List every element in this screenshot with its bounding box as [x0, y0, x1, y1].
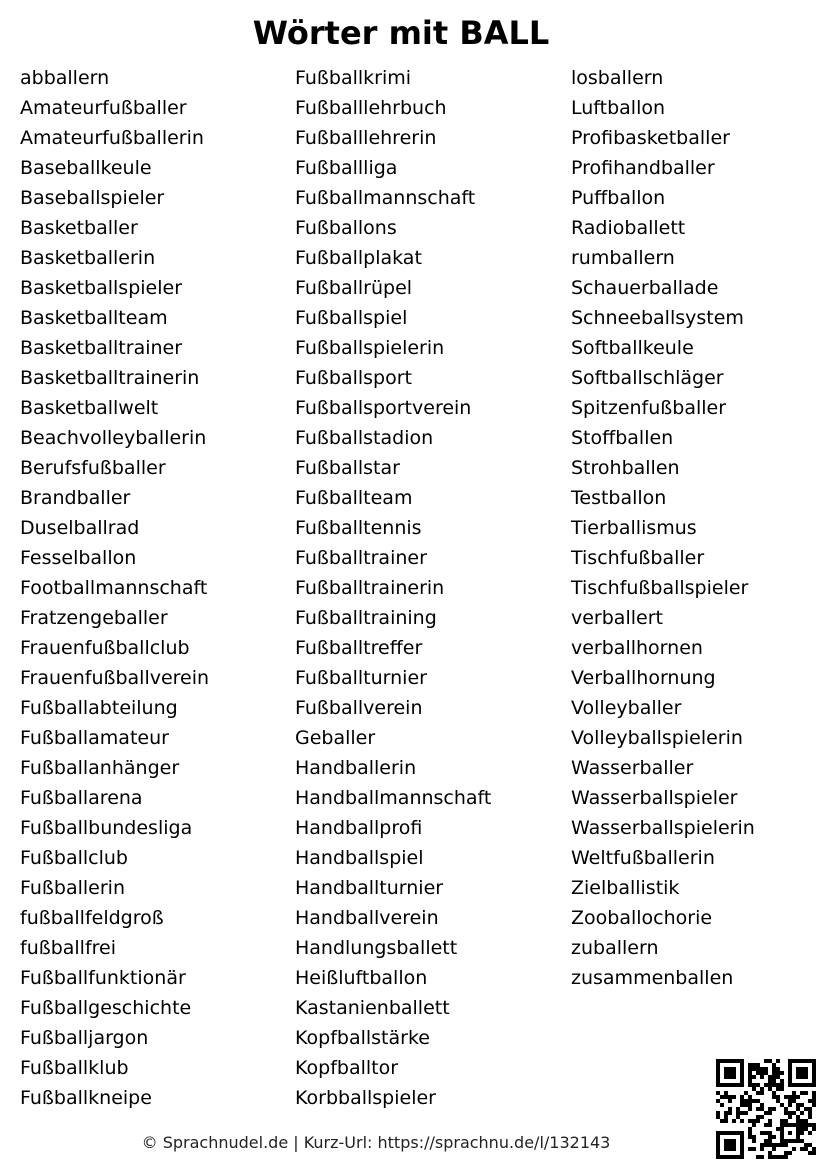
word-list-item: Tierballismus — [571, 517, 697, 539]
word-list-item: Fußballbundesliga — [20, 817, 193, 839]
word-list-item: Fußballjargon — [20, 1027, 149, 1049]
word-list-item: Fußballanhänger — [20, 757, 180, 779]
word-list-item: Handballturnier — [295, 877, 444, 899]
word-list-item: Fußballtraining — [295, 607, 437, 629]
word-list-item: Strohballen — [571, 457, 680, 479]
word-list-item: Frauenfußballverein — [20, 667, 210, 689]
word-list-item: Fußballstadion — [295, 427, 434, 449]
word-list-item: zuballern — [571, 937, 659, 959]
word-list-item: Stoffballen — [571, 427, 674, 449]
word-list-item: Fußballclub — [20, 847, 128, 869]
word-list-item: Fußballamateur — [20, 727, 169, 749]
word-list-item: Luftballon — [571, 97, 666, 119]
word-list-item: Handballverein — [295, 907, 439, 929]
word-list-item: abballern — [20, 67, 110, 89]
word-list-item: zusammenballen — [571, 967, 734, 989]
word-list-item: Verballhornung — [571, 667, 716, 689]
word-list-item: Amateurfußballerin — [20, 127, 204, 149]
word-list-item: Fußballlehrerin — [295, 127, 437, 149]
word-list-item: Kastanienballett — [295, 997, 450, 1019]
word-list-item: fußballfeldgroß — [20, 907, 164, 929]
word-list-item: Radioballett — [571, 217, 686, 239]
word-list-item: Basketballtrainerin — [20, 367, 200, 389]
word-list-item: Wasserballer — [571, 757, 694, 779]
word-list-item: rumballern — [571, 247, 675, 269]
word-list-item: Fußballkrimi — [295, 67, 412, 89]
word-list-item: Geballer — [295, 727, 376, 749]
word-list-item: Fußballstar — [295, 457, 400, 479]
word-list-item: Amateurfußballer — [20, 97, 187, 119]
word-list-item: Kopfballstärke — [295, 1027, 430, 1049]
word-list-item: Basketballteam — [20, 307, 168, 329]
word-list-item: Volleyballspielerin — [571, 727, 743, 749]
word-list-item: Tischfußballer — [571, 547, 705, 569]
word-list-item: Zielballistik — [571, 877, 680, 899]
word-list-item: verballhornen — [571, 637, 703, 659]
qr-code-icon[interactable] — [716, 1059, 816, 1159]
word-list-item: Fußballtennis — [295, 517, 422, 539]
word-list-item: Softballkeule — [571, 337, 694, 359]
word-column-2 — [295, 63, 491, 1113]
word-list-item: Frauenfußballclub — [20, 637, 190, 659]
word-list-item: Testballon — [571, 487, 667, 509]
word-list-item: fußballfrei — [20, 937, 117, 959]
word-list-item: Fußballverein — [295, 697, 423, 719]
word-list-item: Basketballspieler — [20, 277, 183, 299]
word-list-item: Fußballspielerin — [295, 337, 445, 359]
page-title: Wörter mit BALL — [252, 14, 550, 52]
word-list-item: Footballmannschaft — [20, 577, 208, 599]
word-list-item: Fußballrüpel — [295, 277, 413, 299]
word-list-item: Kopfballtor — [295, 1057, 399, 1079]
word-list-item: losballern — [571, 67, 664, 89]
word-list-item: Basketballtrainer — [20, 337, 183, 359]
word-list-item: Korbballspieler — [295, 1087, 436, 1109]
word-list-item: Softballschläger — [571, 367, 724, 389]
word-column-3 — [571, 63, 755, 993]
word-list-item: Basketballer — [20, 217, 138, 239]
word-list-item: Volleyballer — [571, 697, 682, 719]
word-list-item: Wasserballspielerin — [571, 817, 755, 839]
word-list-item: Profibasketballer — [571, 127, 730, 149]
word-list-item: Handballmannschaft — [295, 787, 492, 809]
word-list-item: Spitzenfußballer — [571, 397, 727, 419]
word-list-item: Berufsfußballer — [20, 457, 166, 479]
word-list-item: Beachvolleyballerin — [20, 427, 207, 449]
word-list-item: Fußballteam — [295, 487, 413, 509]
word-list-item: Handballspiel — [295, 847, 424, 869]
word-list-item: Fußballklub — [20, 1057, 129, 1079]
word-list-item: Fußballfunktionär — [20, 967, 186, 989]
word-list-item: Fußballarena — [20, 787, 143, 809]
word-list-item: Handballerin — [295, 757, 417, 779]
word-list-item: Fußballtrainerin — [295, 577, 445, 599]
word-list-item: Zooballochorie — [571, 907, 713, 929]
word-list-item: Fußballkneipe — [20, 1087, 152, 1109]
word-list-item: Fußballmannschaft — [295, 187, 476, 209]
word-list-item: Fußballgeschichte — [20, 997, 192, 1019]
word-list-item: Fußballturnier — [295, 667, 427, 689]
word-list-item: Brandballer — [20, 487, 131, 509]
word-list-item: Tischfußballspieler — [571, 577, 749, 599]
word-list-item: Fußballsportverein — [295, 397, 472, 419]
word-list-item: Schauerballade — [571, 277, 719, 299]
word-list-item: Basketballerin — [20, 247, 156, 269]
footer-credit: © Sprachnudel.de | Kurz-Url: https://sprachnu.de/l/132143 — [141, 1133, 611, 1152]
word-list-item: Weltfußballerin — [571, 847, 715, 869]
word-list-item: Basketballwelt — [20, 397, 159, 419]
word-list-item: Fußballplakat — [295, 247, 422, 269]
word-list-item: verballert — [571, 607, 663, 629]
word-list-item: Profihandballer — [571, 157, 715, 179]
word-list-item: Fesselballon — [20, 547, 137, 569]
word-list-item: Baseballspieler — [20, 187, 165, 209]
word-list-item: Schneeballsystem — [571, 307, 744, 329]
word-list-item: Puffballon — [571, 187, 666, 209]
word-list-item: Fratzengeballer — [20, 607, 168, 629]
word-list-item: Fußballliga — [295, 157, 398, 179]
word-list-item: Duselballrad — [20, 517, 140, 539]
word-list-item: Fußballsport — [295, 367, 413, 389]
word-list-item: Fußballlehrbuch — [295, 97, 447, 119]
word-list-item: Fußballerin — [20, 877, 125, 899]
word-list-item: Fußballons — [295, 217, 397, 239]
word-list-item: Heißluftballon — [295, 967, 428, 989]
word-list-item: Fußballspiel — [295, 307, 408, 329]
word-list-item: Handlungsballett — [295, 937, 458, 959]
word-column-1 — [20, 63, 209, 1113]
word-list-item: Baseballkeule — [20, 157, 152, 179]
word-list-item: Fußballabteilung — [20, 697, 178, 719]
word-list-item: Handballprofi — [295, 817, 423, 839]
word-list-item: Fußballtrainer — [295, 547, 427, 569]
word-list-item: Wasserballspieler — [571, 787, 738, 809]
word-list-item: Fußballtreffer — [295, 637, 423, 659]
